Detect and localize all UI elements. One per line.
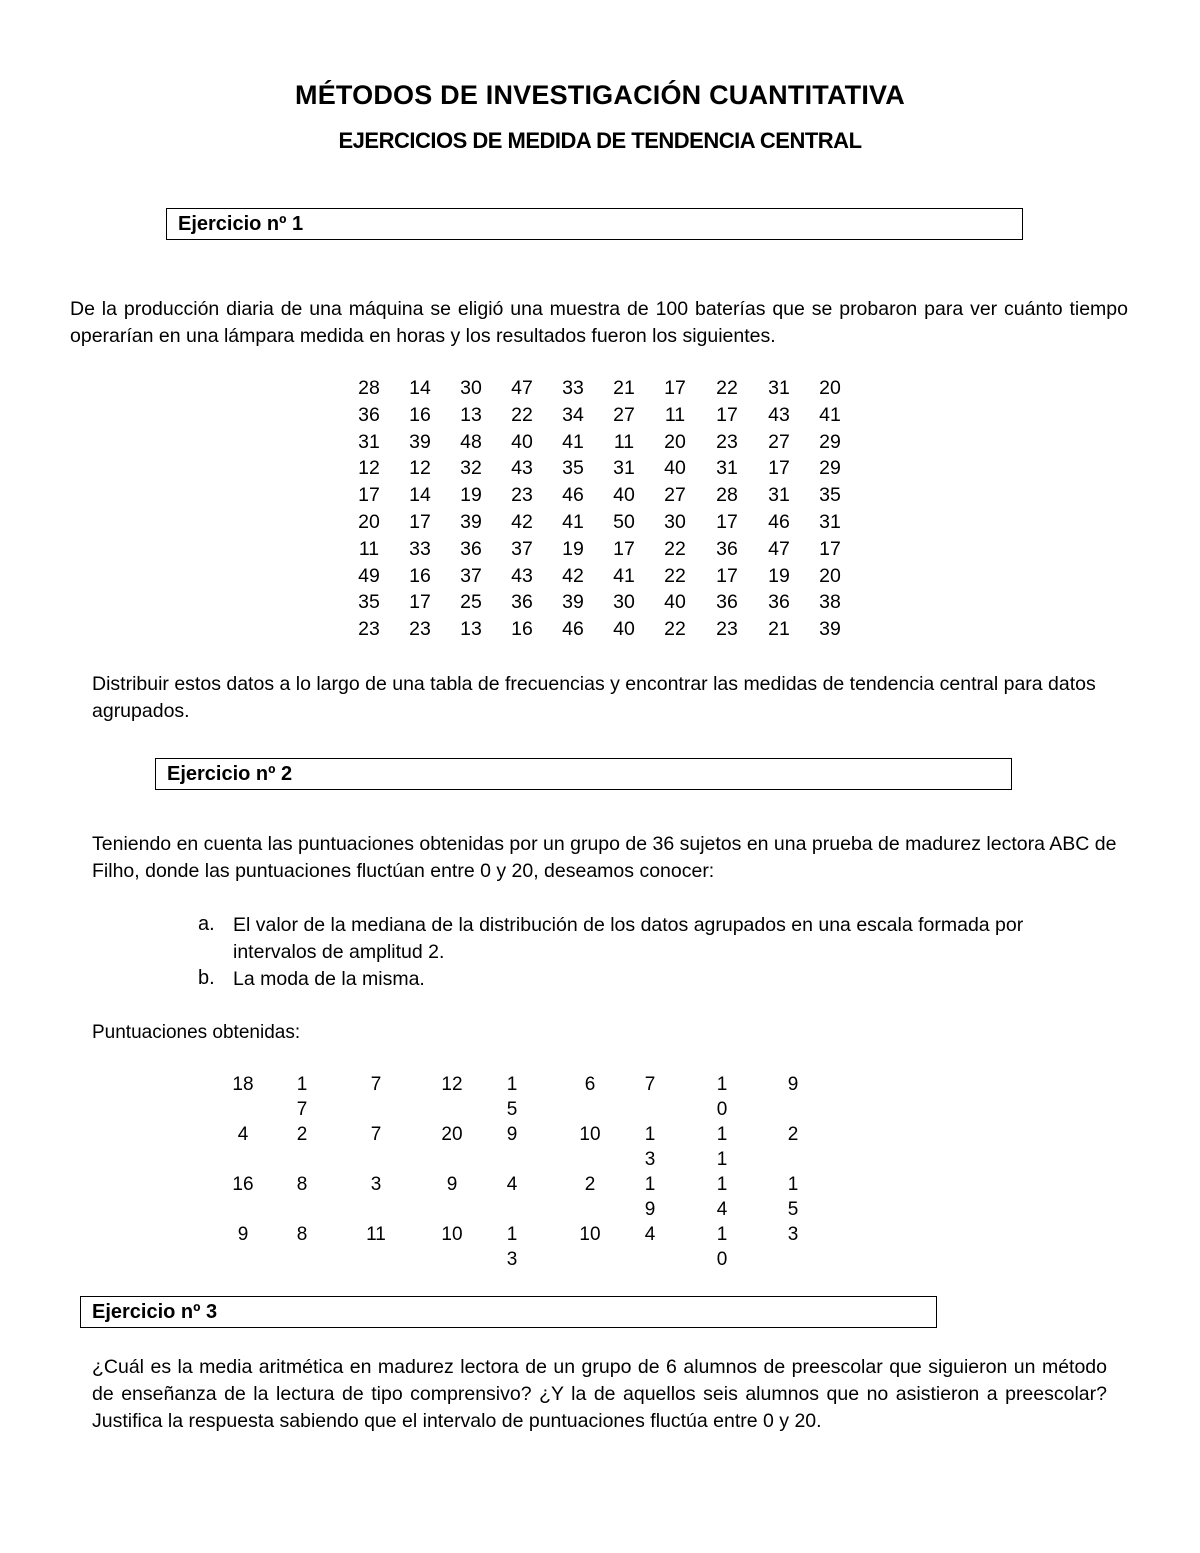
- score-cell: 3: [370, 1174, 382, 1195]
- data-cell: 33: [562, 377, 584, 399]
- data-cell: 20: [358, 511, 380, 533]
- data-cell: 16: [409, 564, 431, 587]
- data-cell: 37: [460, 564, 482, 587]
- data-cell: 20: [819, 377, 841, 399]
- exercise-1-intro: De la producción diaria de una máquina se eligió una muestra de 100 baterías que se probaron para ver cuánto tiempo operarían en una lámpara medida en horas y los resultados fueron los siguientes.: [70, 298, 1128, 347]
- data-cell: 50: [613, 511, 635, 533]
- score-cell: 18: [232, 1074, 254, 1095]
- data-cell: 19: [562, 537, 584, 560]
- data-cell: 29: [819, 430, 841, 453]
- data-cell: 31: [716, 457, 738, 480]
- data-cell: 39: [819, 618, 841, 641]
- score-cell: 16: [232, 1174, 254, 1195]
- page-subtitle: EJERCICIOS DE MEDIDA DE TENDENCIA CENTRAL: [338, 128, 862, 153]
- data-cell: 17: [716, 511, 738, 533]
- data-cell: 37: [511, 537, 533, 560]
- data-cell: 43: [511, 457, 533, 480]
- data-cell: 31: [819, 511, 841, 533]
- data-cell: 30: [460, 377, 482, 399]
- score-cell-wrap: 7: [296, 1099, 308, 1120]
- score-cell-wrap: 0: [716, 1249, 728, 1270]
- exercise-2-header: Ejercicio nº 2: [155, 758, 1012, 790]
- score-cell: 2: [787, 1124, 799, 1145]
- data-cell: 36: [768, 591, 790, 614]
- score-cell: 1: [716, 1124, 728, 1145]
- data-cell: 17: [768, 457, 790, 480]
- data-cell: 25: [460, 591, 482, 614]
- data-cell: 42: [562, 564, 584, 587]
- score-cell: 1: [296, 1074, 308, 1095]
- data-cell: 28: [358, 377, 380, 399]
- data-cell: 19: [768, 564, 790, 587]
- data-cell: 27: [768, 430, 790, 453]
- data-cell: 23: [358, 618, 380, 641]
- score-cell: 4: [644, 1224, 656, 1245]
- data-cell: 17: [409, 511, 431, 533]
- score-cell: 7: [644, 1074, 656, 1095]
- exercise-1-header: Ejercicio nº 1: [166, 208, 1023, 240]
- list-marker-b: b.: [198, 967, 215, 989]
- data-cell: 35: [562, 457, 584, 480]
- data-cell: 35: [358, 591, 380, 614]
- data-cell: 36: [358, 403, 380, 426]
- data-cell: 49: [358, 564, 380, 587]
- data-cell: 17: [819, 537, 841, 560]
- data-cell: 36: [716, 537, 738, 560]
- data-cell: 42: [511, 511, 533, 533]
- data-cell: 17: [664, 377, 686, 399]
- data-cell: 40: [613, 618, 635, 641]
- data-cell: 27: [664, 484, 686, 507]
- data-cell: 40: [664, 457, 686, 480]
- data-cell: 27: [613, 403, 635, 426]
- score-cell: 3: [787, 1224, 799, 1245]
- data-cell: 31: [768, 484, 790, 507]
- data-cell: 14: [409, 484, 431, 507]
- list-marker-a: a.: [198, 913, 215, 935]
- score-cell: 1: [716, 1174, 728, 1195]
- data-cell: 43: [768, 403, 790, 426]
- data-cell: 17: [716, 564, 738, 587]
- score-cell: 12: [441, 1074, 463, 1095]
- data-cell: 38: [819, 591, 841, 614]
- score-cell: 8: [296, 1174, 308, 1195]
- data-cell: 11: [664, 403, 686, 426]
- data-cell: 19: [460, 484, 482, 507]
- data-cell: 21: [613, 377, 635, 399]
- score-cell: 20: [441, 1124, 463, 1145]
- data-cell: 12: [358, 457, 380, 480]
- data-cell: 48: [460, 430, 482, 453]
- list-item-b: La moda de la misma.: [233, 968, 425, 990]
- score-cell: 4: [237, 1124, 249, 1145]
- data-cell: 13: [460, 403, 482, 426]
- score-cell: 7: [370, 1124, 382, 1145]
- score-cell: 1: [506, 1224, 518, 1245]
- score-cell-wrap: 3: [506, 1249, 518, 1270]
- data-cell: 41: [613, 564, 635, 587]
- data-cell: 20: [664, 430, 686, 453]
- scores-label: Puntuaciones obtenidas:: [92, 1022, 301, 1043]
- score-cell: 1: [787, 1174, 799, 1195]
- data-cell: 12: [409, 457, 431, 480]
- data-cell: 17: [409, 591, 431, 614]
- page-title: MÉTODOS DE INVESTIGACIÓN CUANTITATIVA: [295, 80, 905, 110]
- data-cell: 23: [716, 430, 738, 453]
- data-cell: 22: [664, 564, 686, 587]
- score-cell-wrap: 5: [787, 1199, 799, 1220]
- score-cell: 9: [237, 1224, 249, 1245]
- list-item-a: El valor de la mediana de la distribución de los datos agrupados en una escala formada por intervalos de amplitud 2.: [233, 914, 1024, 963]
- exercise-3-text: ¿Cuál es la media aritmética en madurez lectora de un grupo de 6 alumnos de preescolar que siguieron un método de enseñanza de la lectura de tipo comprensivo? ¿Y la de aquellos seis alumnos que no asistieron a preescolar? Justifica la respuesta sabiendo que el intervalo de puntuaciones fluctúa entre 0 y 20.: [92, 1356, 1107, 1432]
- data-cell: 41: [562, 511, 584, 533]
- data-cell: 32: [460, 457, 482, 480]
- score-cell: 1: [644, 1124, 656, 1145]
- data-cell: 39: [460, 511, 482, 533]
- score-cell: 6: [584, 1074, 596, 1095]
- data-cell: 31: [358, 430, 380, 453]
- score-cell-wrap: 4: [716, 1199, 728, 1220]
- exercise-2-intro: Teniendo en cuenta las puntuaciones obtenidas por un grupo de 36 sujetos en una prueba de madurez lectora ABC de Filho, donde las puntuaciones fluctúan entre 0 y 20, deseamos conocer:: [92, 833, 1117, 882]
- data-cell: 16: [409, 403, 431, 426]
- data-cell: 17: [613, 537, 635, 560]
- data-cell: 47: [768, 537, 790, 560]
- data-cell: 47: [511, 377, 533, 399]
- data-cell: 40: [511, 430, 533, 453]
- score-cell-wrap: 9: [644, 1199, 656, 1220]
- data-cell: 41: [562, 430, 584, 453]
- data-cell: 30: [664, 511, 686, 533]
- data-cell: 39: [562, 591, 584, 614]
- data-cell: 20: [819, 564, 841, 587]
- score-cell-wrap: 5: [506, 1099, 518, 1120]
- data-cell: 31: [613, 457, 635, 480]
- data-cell: 17: [716, 403, 738, 426]
- data-cell: 39: [409, 430, 431, 453]
- score-cell: 10: [579, 1224, 601, 1245]
- data-cell: 11: [358, 537, 380, 560]
- data-cell: 21: [768, 618, 790, 641]
- score-cell: 1: [716, 1074, 728, 1095]
- score-cell: 9: [446, 1174, 458, 1195]
- data-cell: 13: [460, 618, 482, 641]
- data-cell: 46: [562, 618, 584, 641]
- data-cell: 23: [409, 618, 431, 641]
- data-cell: 22: [716, 377, 738, 399]
- data-cell: 22: [511, 403, 533, 426]
- data-cell: 22: [664, 618, 686, 641]
- data-cell: 23: [511, 484, 533, 507]
- data-cell: 36: [716, 591, 738, 614]
- data-cell: 14: [409, 377, 431, 399]
- score-cell: 1: [506, 1074, 518, 1095]
- data-cell: 46: [768, 511, 790, 533]
- score-cell: 1: [716, 1224, 728, 1245]
- score-cell-wrap: 3: [644, 1149, 656, 1170]
- data-cell: 34: [562, 403, 584, 426]
- data-cell: 46: [562, 484, 584, 507]
- data-cell: 31: [768, 377, 790, 399]
- data-cell: 22: [664, 537, 686, 560]
- score-cell: 10: [441, 1224, 463, 1245]
- data-cell: 40: [613, 484, 635, 507]
- score-cell: 4: [506, 1174, 518, 1195]
- data-cell: 41: [819, 403, 841, 426]
- data-cell: 29: [819, 457, 841, 480]
- data-cell: 43: [511, 564, 533, 587]
- score-cell: 1: [644, 1174, 656, 1195]
- data-cell: 16: [511, 618, 533, 641]
- data-cell: 30: [613, 591, 635, 614]
- score-cell: 9: [506, 1124, 518, 1145]
- score-cell-wrap: 1: [716, 1149, 728, 1170]
- score-cell: 2: [296, 1124, 308, 1145]
- score-cell: 11: [366, 1224, 386, 1245]
- data-cell: 40: [664, 591, 686, 614]
- score-cell: 10: [579, 1124, 601, 1145]
- score-cell-wrap: 0: [716, 1099, 728, 1120]
- score-cell: 2: [584, 1174, 596, 1195]
- data-cell: 35: [819, 484, 841, 507]
- score-cell: 7: [370, 1074, 382, 1095]
- data-cell: 36: [511, 591, 533, 614]
- score-cell: 8: [296, 1224, 308, 1245]
- data-cell: 23: [716, 618, 738, 641]
- data-cell: 28: [716, 484, 738, 507]
- exercise-3-header: Ejercicio nº 3: [80, 1296, 937, 1328]
- data-cell: 33: [409, 537, 431, 560]
- data-cell: 11: [613, 430, 635, 453]
- score-cell: 9: [787, 1074, 799, 1095]
- data-cell: 17: [358, 484, 380, 507]
- exercise-1-task: Distribuir estos datos a lo largo de una tabla de frecuencias y encontrar las medidas de tendencia central para datos agrupados.: [92, 673, 1096, 722]
- data-cell: 36: [460, 537, 482, 560]
